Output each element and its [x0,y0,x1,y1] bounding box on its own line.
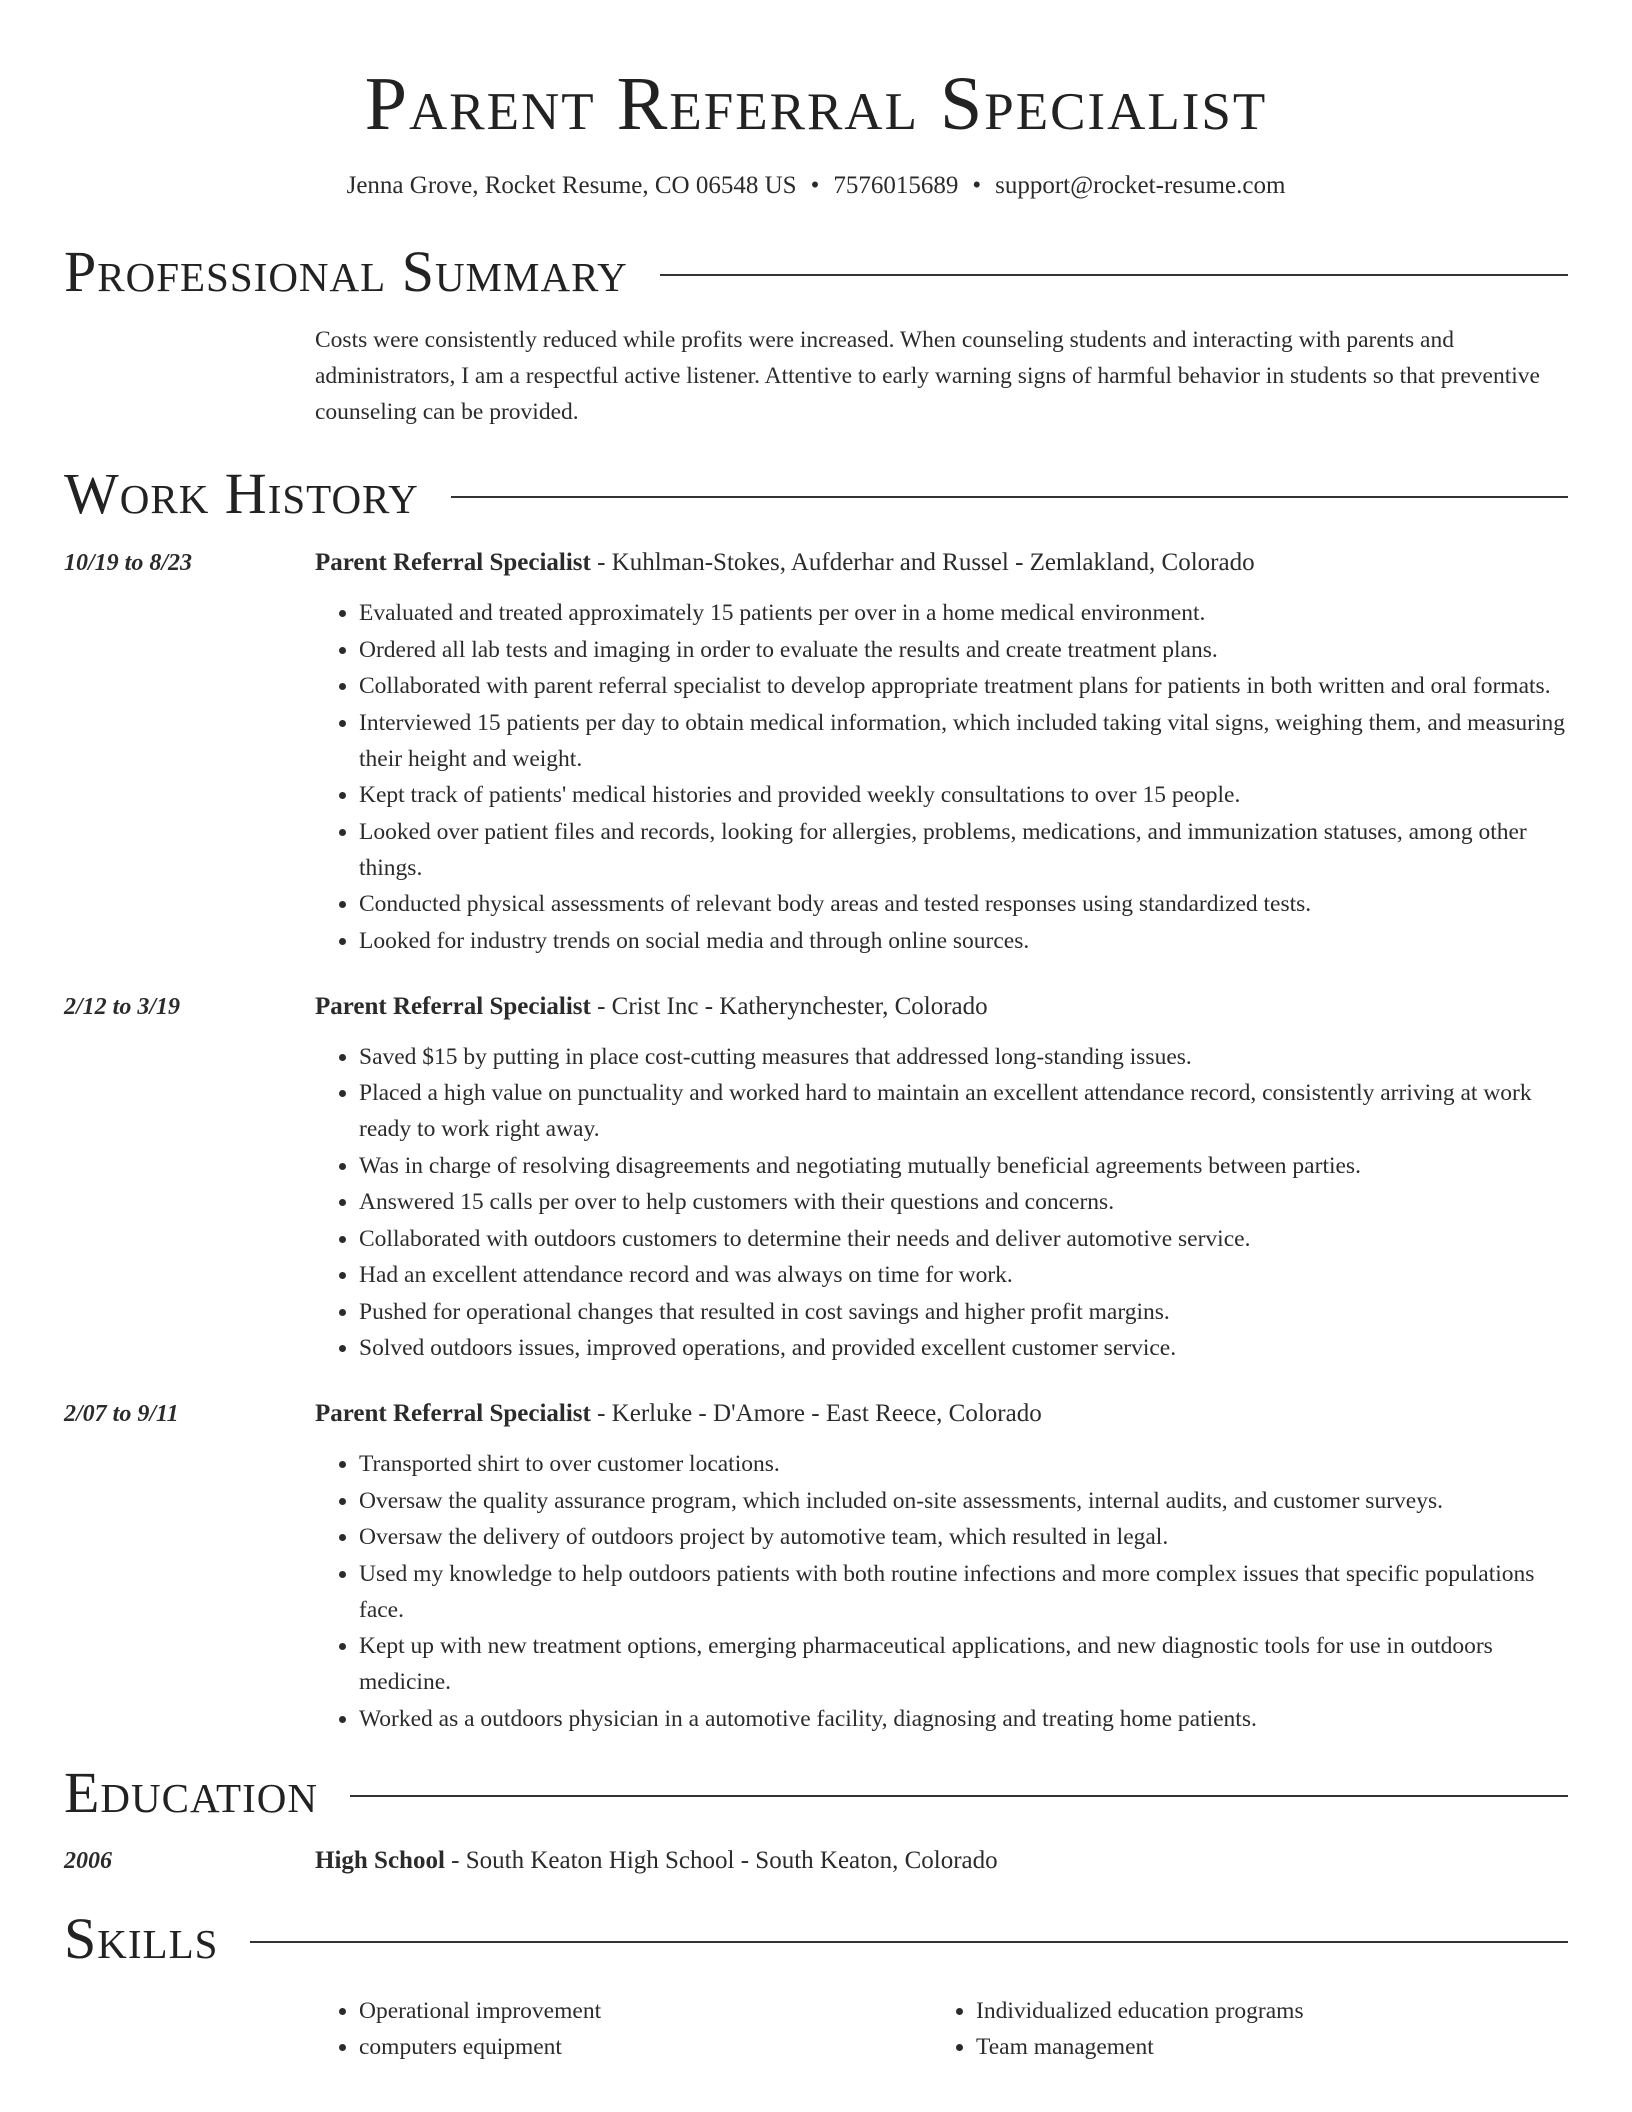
contact-phone: 7576015689 [833,172,959,199]
job-bullet: • Was in charge of resolving disagreements and negotiating mutually beneficial agreements between parties. [359,1148,1568,1184]
job-bullet: • Answered 15 calls per over to help customers with their questions and concerns. [359,1184,1568,1220]
job-bullet: • Kept up with new treatment options, emerging pharmaceutical applications, and new diagnostic tools for use in outdoors medicine. [359,1628,1568,1700]
job-bullets [315,595,1568,959]
job-bullet: • Worked as a outdoors physician in a automotive facility, diagnosing and treating home patients. [359,1701,1568,1737]
contact-separator: • [810,172,820,199]
job-bullet: • Kept track of patients' medical histories and provided weekly consultations to over 15 people. [359,777,1568,813]
job-entry [64,989,1568,1367]
job-bullet: • Solved outdoors issues, improved operations, and provided excellent customer service. [359,1330,1568,1366]
section-divider [250,1941,1568,1943]
job-title: Parent Referral Specialist [315,549,591,576]
job-role [315,1396,1568,1432]
job-details: - Kuhlman-Stokes, Aufderhar and Russel - Zemlakland, Colorado [590,549,1255,576]
job-role [315,989,1568,1025]
job-bullet: • Looked for industry trends on social media and through online sources. [359,923,1568,959]
job-bullet: • Oversaw the quality assurance program, which included on-site assessments, internal audits, and customer surveys. [359,1483,1568,1519]
job-role [315,545,1568,581]
skills-column-right [932,1993,1549,2065]
job-bullet: • Looked over patient files and records, looking for allergies, problems, medications, and immunization statuses, among other things. [359,814,1568,886]
job-bullet: • Ordered all lab tests and imaging in order to evaluate the results and create treatment plans. [359,632,1568,668]
job-dates: 2/07 to 9/11 [64,1401,179,1427]
contact-address: Jenna Grove, Rocket Resume, CO 06548 US [346,172,797,199]
job-bullet: • Placed a high value on punctuality and worked hard to maintain an excellent attendance record, consistently arriving at work ready to work right away. [359,1075,1568,1147]
job-bullet: • Transported shirt to over customer locations. [359,1446,1568,1482]
resume-title: Parent Referral Specialist [364,62,1268,146]
job-details: - Kerluke - D'Amore - East Reece, Colorado [590,1400,1042,1427]
education-details: - South Keaton High School - South Keaton, Colorado [444,1846,998,1874]
job-bullet: • Collaborated with outdoors customers to determine their needs and deliver automotive service. [359,1221,1568,1257]
job-bullet: • Had an excellent attendance record and was always on time for work. [359,1257,1568,1293]
resume-page [64,0,1568,2065]
skill-item: • computers equipment [359,2029,932,2065]
job-bullets [315,1446,1568,1737]
education-degree: High School [315,1846,445,1874]
job-dates: 2/12 to 3/19 [64,993,181,1020]
summary-section-header [64,240,1568,304]
job-entry [64,545,1568,959]
contact-email[interactable]: support@rocket-resume.com [995,172,1286,199]
work-heading: Work History [64,461,419,526]
job-bullet: • Interviewed 15 patients per day to obtain medical information, which included taking vital signs, weighing them, and measuring their height and weight. [359,705,1568,777]
job-entry [64,1396,1568,1737]
work-section-header [64,462,1568,526]
job-dates: 10/19 to 8/23 [64,550,193,576]
contact-separator: • [972,172,982,199]
summary-heading: Professional Summary [64,239,628,304]
education-heading: Education [64,1759,318,1825]
job-bullet: • Collaborated with parent referral specialist to develop appropriate treatment plans for patients in both written and oral formats. [359,668,1568,704]
education-entry [64,1843,1568,1879]
job-bullet: • Oversaw the delivery of outdoors project by automotive team, which resulted in legal. [359,1519,1568,1555]
skills-heading: Skills [64,1905,219,1971]
job-bullet: • Conducted physical assessments of relevant body areas and tested responses using standardized tests. [359,886,1568,922]
summary-text: Costs were consistently reduced while profits were increased. When counseling students and interacting with parents and administrators, I am a respectful active listener. Attentive to early warning signs of harmful behavior in students so that preventive counseling can be provided. [315,327,1540,425]
skills-list [315,1993,1568,2065]
skills-column-left [315,1993,932,2065]
education-role [315,1843,1568,1879]
skill-item: • Individualized education programs [976,1993,1549,2029]
job-bullet: • Pushed for operational changes that resulted in cost savings and higher profit margins. [359,1294,1568,1330]
job-bullet: • Saved $15 by putting in place cost-cutting measures that addressed long-standing issues. [359,1039,1568,1075]
job-title: Parent Referral Specialist [315,992,591,1020]
section-divider [451,496,1568,498]
section-divider [660,274,1568,276]
job-title: Parent Referral Specialist [315,1400,591,1427]
skills-section-header [64,1907,1568,1971]
skill-item: • Team management [976,2029,1549,2065]
job-bullets [315,1039,1568,1367]
job-details: - Crist Inc - Katherynchester, Colorado [590,992,988,1020]
education-year: 2006 [64,1847,112,1874]
skill-item: • Operational improvement [359,1993,932,2029]
job-bullet: • Evaluated and treated approximately 15 patients per over in a home medical environment. [359,595,1568,631]
contact-line [64,170,1568,202]
section-divider [350,1795,1568,1797]
job-bullet: • Used my knowledge to help outdoors patients with both routine infections and more complex issues that specific populations face. [359,1556,1568,1628]
education-section-header [64,1761,1568,1825]
